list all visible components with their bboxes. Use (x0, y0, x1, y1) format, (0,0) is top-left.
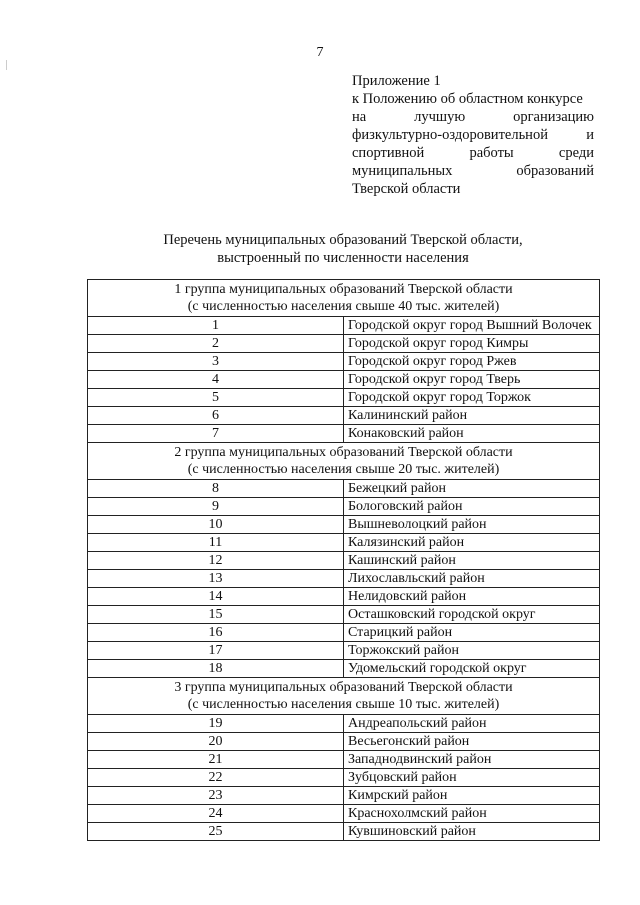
appendix-word: образований (516, 163, 594, 179)
municipality-name: Конаковский район (344, 425, 600, 443)
appendix-line-2: к Положению об областном конкурсе (352, 91, 583, 107)
table-row (88, 425, 600, 443)
appendix-line-3 (352, 108, 594, 126)
table-row (88, 389, 600, 407)
row-number: 19 (88, 715, 344, 733)
row-number: 9 (88, 498, 344, 516)
row-number: 24 (88, 805, 344, 823)
title-line-1: Перечень муниципальных образований Тверской области, (163, 232, 523, 248)
table-body (88, 280, 600, 841)
appendix-line-5 (352, 144, 594, 162)
table-row (88, 371, 600, 389)
group-heading-line: (с численностью населения свыше 40 тыс. жителей) (187, 299, 500, 314)
row-number: 5 (88, 389, 344, 407)
municipality-name: Удомельский городской округ (344, 660, 600, 678)
appendix-line-1: Приложение 1 (352, 73, 441, 89)
municipality-name: Лихославльский район (344, 570, 600, 588)
table-row (88, 624, 600, 642)
row-number: 23 (88, 787, 344, 805)
table-row (88, 787, 600, 805)
table-row (88, 642, 600, 660)
table-row (88, 353, 600, 371)
appendix-word: работы (469, 145, 514, 161)
table-row (88, 335, 600, 353)
municipality-name: Кувшиновский район (344, 823, 600, 841)
municipality-name: Городской округ город Кимры (344, 335, 600, 353)
row-number: 20 (88, 733, 344, 751)
appendix-line-7: Тверской области (352, 181, 461, 197)
table-row (88, 570, 600, 588)
row-number: 4 (88, 371, 344, 389)
municipality-name: Кашинский район (344, 552, 600, 570)
municipality-name: Нелидовский район (344, 588, 600, 606)
group-header (88, 280, 600, 317)
table-row (88, 751, 600, 769)
municipality-name: Калининский район (344, 407, 600, 425)
table-row (88, 552, 600, 570)
table-row (88, 407, 600, 425)
municipality-name: Вышневолоцкий район (344, 516, 600, 534)
appendix-word: лучшую (414, 109, 466, 125)
row-number: 14 (88, 588, 344, 606)
appendix-note (352, 72, 594, 198)
municipality-name: Бежецкий район (344, 480, 600, 498)
appendix-word: физкультурно-оздоровительной (352, 127, 548, 143)
municipality-name: Весьегонский район (344, 733, 600, 751)
row-number: 3 (88, 353, 344, 371)
title-line-2: выстроенный по численности населения (217, 250, 469, 266)
municipality-name: Зубцовский район (344, 769, 600, 787)
table-row (88, 534, 600, 552)
municipality-name: Кимрский район (344, 787, 600, 805)
row-number: 18 (88, 660, 344, 678)
municipality-name: Западнодвинский район (344, 751, 600, 769)
group-heading-line: (с численностью населения свыше 20 тыс. жителей) (187, 462, 500, 477)
table-row (88, 769, 600, 787)
appendix-word: организацию (513, 109, 594, 125)
municipality-name: Бологовский район (344, 498, 600, 516)
group-header-row (88, 443, 600, 480)
appendix-word: спортивной (352, 145, 425, 161)
group-header-row (88, 678, 600, 715)
group-heading-line: 1 группа муниципальных образований Тверской области (174, 282, 513, 297)
group-header (88, 443, 600, 480)
municipality-name: Андреапольский район (344, 715, 600, 733)
table-row (88, 715, 600, 733)
row-number: 10 (88, 516, 344, 534)
row-number: 2 (88, 335, 344, 353)
row-number: 22 (88, 769, 344, 787)
municipality-name: Старицкий район (344, 624, 600, 642)
row-number: 15 (88, 606, 344, 624)
table-row (88, 480, 600, 498)
appendix-word: на (352, 109, 367, 125)
table-row (88, 498, 600, 516)
municipality-name: Городской округ город Вышний Волочек (344, 317, 600, 335)
row-number: 11 (88, 534, 344, 552)
table-row (88, 660, 600, 678)
group-header-row (88, 280, 600, 317)
appendix-word: среди (558, 145, 594, 161)
row-number: 21 (88, 751, 344, 769)
table-row (88, 733, 600, 751)
table-row (88, 516, 600, 534)
table-row (88, 823, 600, 841)
appendix-line-6 (352, 162, 594, 180)
municipality-name: Городской округ город Ржев (344, 353, 600, 371)
municipality-name: Осташковский городской округ (344, 606, 600, 624)
row-number: 13 (88, 570, 344, 588)
municipality-name: Торжокский район (344, 642, 600, 660)
row-number: 8 (88, 480, 344, 498)
row-number: 6 (88, 407, 344, 425)
page-number: 7 (316, 45, 324, 60)
appendix-word: и (586, 127, 594, 143)
margin-mark (6, 60, 7, 70)
municipality-name: Городской округ город Тверь (344, 371, 600, 389)
row-number: 16 (88, 624, 344, 642)
group-heading-line: 2 группа муниципальных образований Тверской области (174, 445, 513, 460)
table-row (88, 606, 600, 624)
row-number: 7 (88, 425, 344, 443)
table-row (88, 317, 600, 335)
document-title (0, 231, 640, 267)
group-heading-line: 3 группа муниципальных образований Тверской области (174, 680, 513, 695)
row-number: 1 (88, 317, 344, 335)
group-heading-line: (с численностью населения свыше 10 тыс. жителей) (187, 697, 500, 712)
row-number: 17 (88, 642, 344, 660)
municipalities-table (87, 279, 600, 841)
table-row (88, 805, 600, 823)
municipality-name: Краснохолмский район (344, 805, 600, 823)
table-row (88, 588, 600, 606)
municipality-name: Калязинский район (344, 534, 600, 552)
row-number: 25 (88, 823, 344, 841)
appendix-line-4 (352, 126, 594, 144)
row-number: 12 (88, 552, 344, 570)
group-header (88, 678, 600, 715)
appendix-word: муниципальных (352, 163, 453, 179)
municipality-name: Городской округ город Торжок (344, 389, 600, 407)
